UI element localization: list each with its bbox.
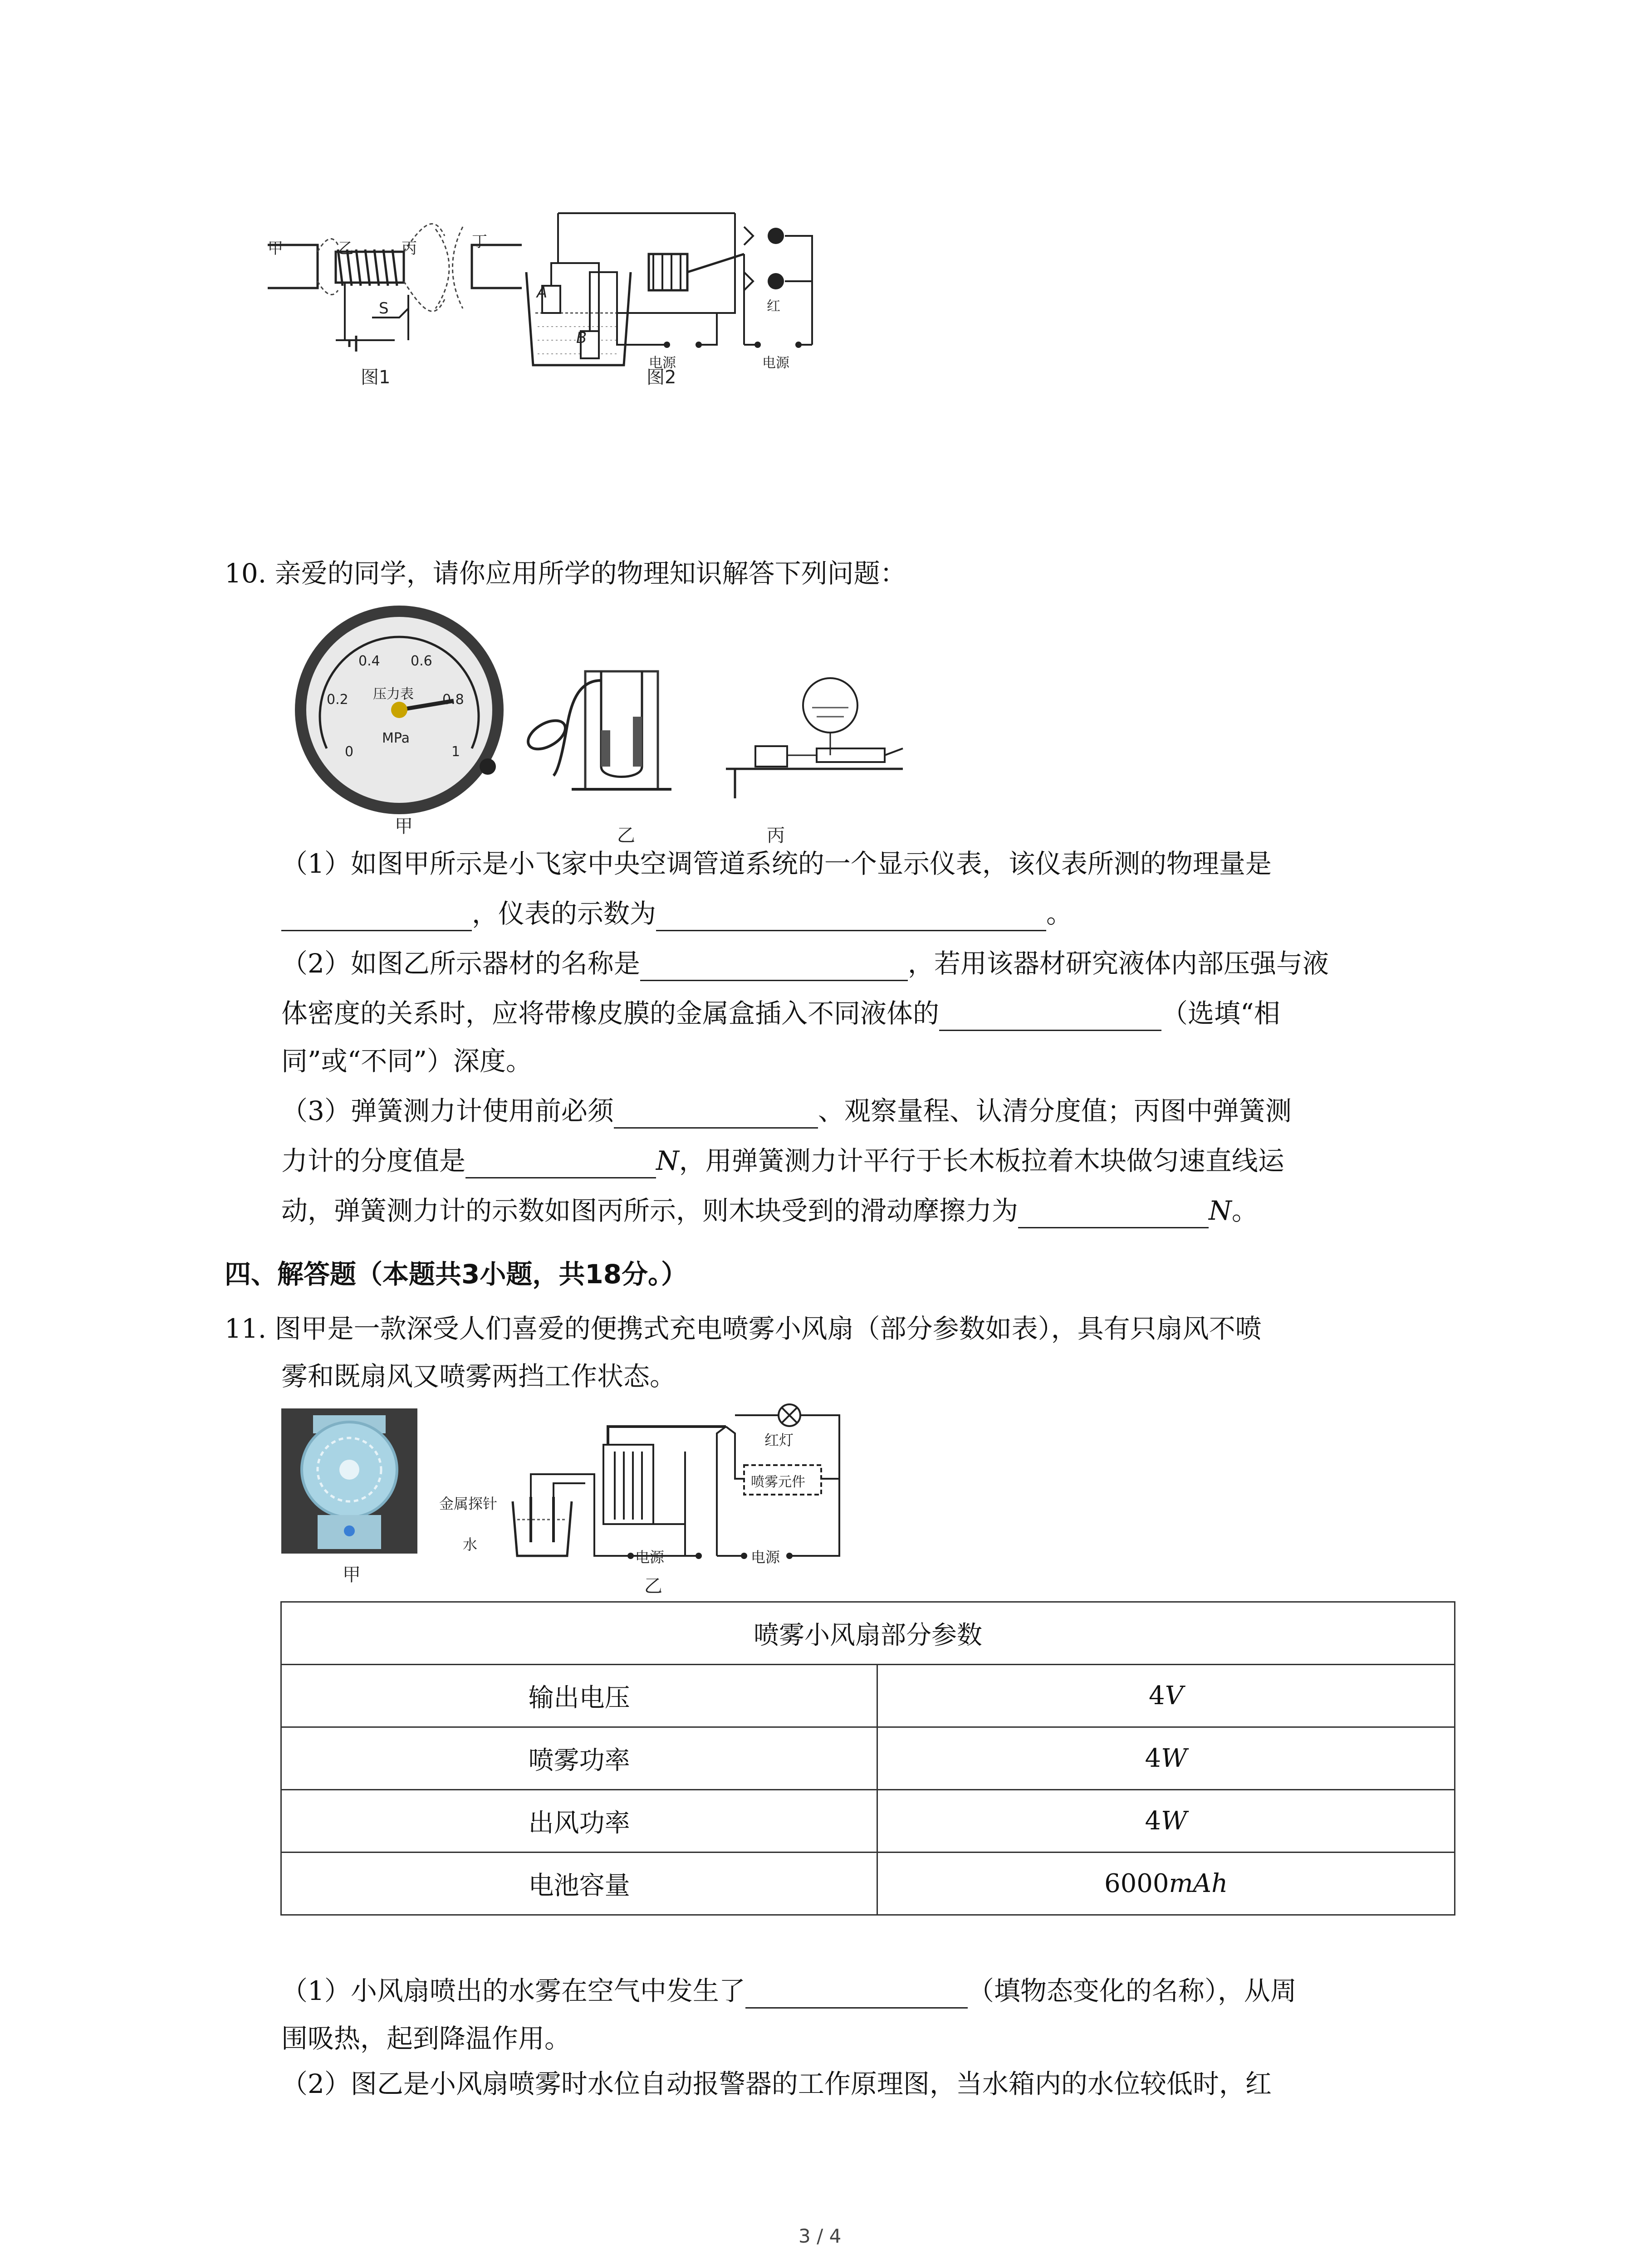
- table-title-row: [281, 1602, 1455, 1665]
- param-value: 6000mAh: [877, 1853, 1455, 1915]
- fig1-caption: 图1: [361, 367, 391, 388]
- page-number: 3 / 4: [798, 2225, 842, 2247]
- q11-stem-line2: 雾和既扇风又喷雾两挡工作状态。: [281, 1361, 676, 1392]
- gauge-tick-0: 0: [345, 744, 354, 760]
- gauge-name: 压力表: [373, 686, 414, 702]
- table-row: [281, 1853, 1455, 1915]
- param-name: 电池容量: [281, 1853, 877, 1915]
- q11-part1-line2: 围吸热，起到降温作用。: [281, 2023, 571, 2054]
- answer-blank[interactable]: [1018, 1200, 1209, 1228]
- params-table: [280, 1601, 1455, 1916]
- param-value: 4W: [877, 1790, 1455, 1853]
- q11-label-power1: 电源: [635, 1549, 665, 1566]
- q11-part1-line1: （1）小风扇喷出的水雾在空气中发生了 （填物态变化的名称），从周: [281, 1973, 1297, 2009]
- answer-blank[interactable]: [614, 1100, 818, 1129]
- q10-part1-line2: ，仪表的示数为 。: [281, 896, 1073, 931]
- param-value: 4V: [877, 1665, 1455, 1727]
- fig1-label-bing: 丙: [402, 240, 417, 258]
- q10-part2-line3: 同”或“不同”）深度。: [281, 1046, 532, 1076]
- table-row: [281, 1727, 1455, 1790]
- table-title: 喷雾小风扇部分参数: [281, 1602, 1455, 1665]
- q10-fig-label-yi: 乙: [617, 825, 635, 846]
- fig2-label-power2: 电源: [762, 355, 789, 371]
- fig2-caption: 图2: [647, 367, 676, 388]
- gauge-unit: MPa: [382, 730, 410, 746]
- q11-part2-line1: （2）图乙是小风扇喷雾时水位自动报警器的工作原理图，当水箱内的水位较低时，红: [281, 2068, 1272, 2099]
- fig2-label-power1: 电源: [649, 355, 676, 371]
- q11-stem-line1: 11. 图甲是一款深受人们喜爱的便携式充电喷雾小风扇（部分参数如表），具有只扇风不喷: [225, 1313, 1262, 1344]
- fig2-label-b: B: [576, 329, 587, 347]
- fig2-label-red: 红: [767, 298, 780, 314]
- q11-label-mist: 喷雾元件: [751, 1474, 805, 1490]
- fig1-label-s: S: [379, 299, 389, 318]
- q10-part2-line1: （2）如图乙所示器材的名称是 ，若用该器材研究液体内部压强与液: [281, 946, 1329, 981]
- q11-fig-label-jia: 甲: [343, 1564, 361, 1585]
- fig1-label-yi: 乙: [338, 240, 353, 258]
- section-4-heading: 四、解答题（本题共3小题，共18分。）: [225, 1259, 688, 1290]
- table-row: [281, 1665, 1455, 1727]
- answer-blank[interactable]: [939, 1002, 1161, 1031]
- fig2-label-a: A: [537, 284, 548, 302]
- q11-fig-label-yi: 乙: [644, 1576, 662, 1597]
- param-name: 喷雾功率: [281, 1727, 877, 1790]
- fig1-label-jia: 甲: [268, 240, 283, 258]
- gauge-tick-0.8: 0.8: [442, 692, 464, 708]
- q11-label-water: 水: [463, 1536, 478, 1553]
- param-name: 出风功率: [281, 1790, 877, 1853]
- q11-label-power2: 电源: [751, 1549, 780, 1566]
- q10-fig-label-jia: 甲: [395, 816, 413, 837]
- q11-label-probe: 金属探针: [439, 1495, 498, 1512]
- answer-blank[interactable]: [745, 1980, 968, 2009]
- gauge-tick-0.2: 0.2: [327, 692, 348, 708]
- answer-blank[interactable]: [465, 1150, 656, 1178]
- answer-blank[interactable]: [640, 953, 908, 981]
- q10-stem: 10. 亲爱的同学，请你应用所学的物理知识解答下列问题：: [225, 558, 906, 589]
- q10-part2-line2: 体密度的关系时，应将带橡皮膜的金属盒插入不同液体的 （选填“相: [281, 996, 1280, 1031]
- table-row: [281, 1790, 1455, 1853]
- q10-part1-line1: （1）如图甲所示是小飞家中央空调管道系统的一个显示仪表，该仪表所测的物理量是: [281, 848, 1272, 879]
- q10-part3-line2: 力计的分度值是 N，用弹簧测力计平行于长木板拉着木块做匀速直线运: [281, 1143, 1284, 1178]
- q10-part3-line1: （3）弹簧测力计使用前必须 、观察量程、认清分度值；丙图中弹簧测: [281, 1093, 1292, 1129]
- gauge-tick-1: 1: [451, 744, 460, 760]
- q10-fig-label-bing: 丙: [767, 825, 785, 846]
- gauge-tick-0.4: 0.4: [358, 653, 380, 669]
- gauge-tick-0.6: 0.6: [411, 653, 432, 669]
- q10-part3-line3: 动，弹簧测力计的示数如图丙所示，则木块受到的滑动摩擦力为 N。: [281, 1193, 1258, 1228]
- q11-label-red-lamp: 红灯: [764, 1432, 794, 1449]
- param-value: 4W: [877, 1727, 1455, 1790]
- param-name: 输出电压: [281, 1665, 877, 1727]
- fig1-label-ding: 丁: [472, 233, 487, 251]
- answer-blank[interactable]: [281, 903, 472, 931]
- answer-blank[interactable]: [656, 903, 1046, 931]
